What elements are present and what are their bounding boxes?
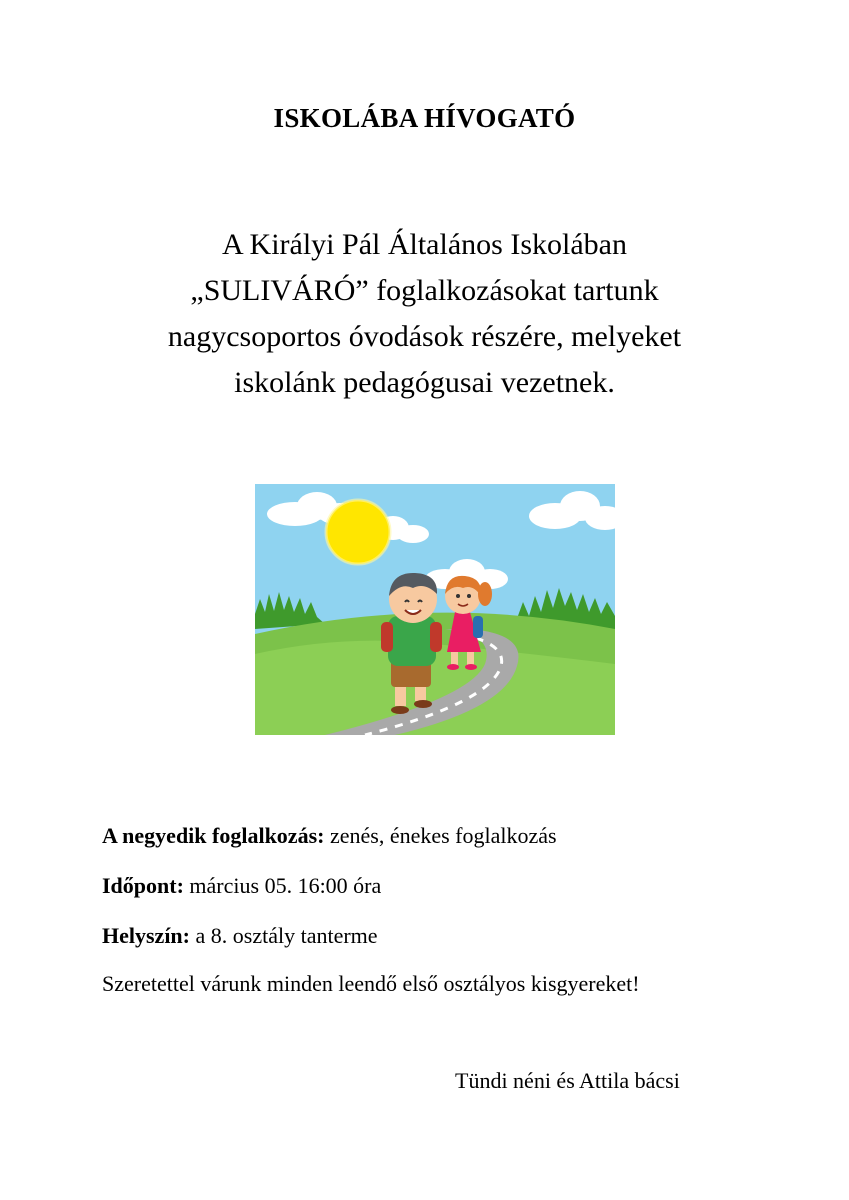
time-line [102,873,381,899]
intro-line: A Királyi Pál Általános Iskolában [222,228,627,261]
time-value: március 05. 16:00 óra [183,873,382,898]
signature: Tündi néni és Attila bácsi [455,1068,680,1093]
welcome-line: Szeretettel várunk minden leendő első osztályos kisgyereket! [102,971,640,996]
intro-line: „SULIVÁRÓ” foglalkozásokat tartunk [190,274,659,307]
session-line [102,823,557,849]
page-title: ISKOLÁBA HÍVOGATÓ [273,103,576,133]
place-line [102,923,378,949]
intro-line: nagycsoportos óvodások részére, melyeket [167,320,682,353]
place-value: a 8. osztály tanterme [190,923,378,948]
session-label: A negyedik foglalkozás: [102,823,325,848]
intro-paragraph [0,222,849,406]
intro-line: iskolánk pedagógusai vezetnek. [234,366,615,399]
time-label: Időpont: [102,873,184,898]
place-label: Helyszín: [102,923,190,948]
children-walking-illustration [255,484,615,735]
session-value: zenés, énekes foglalkozás [324,823,557,848]
